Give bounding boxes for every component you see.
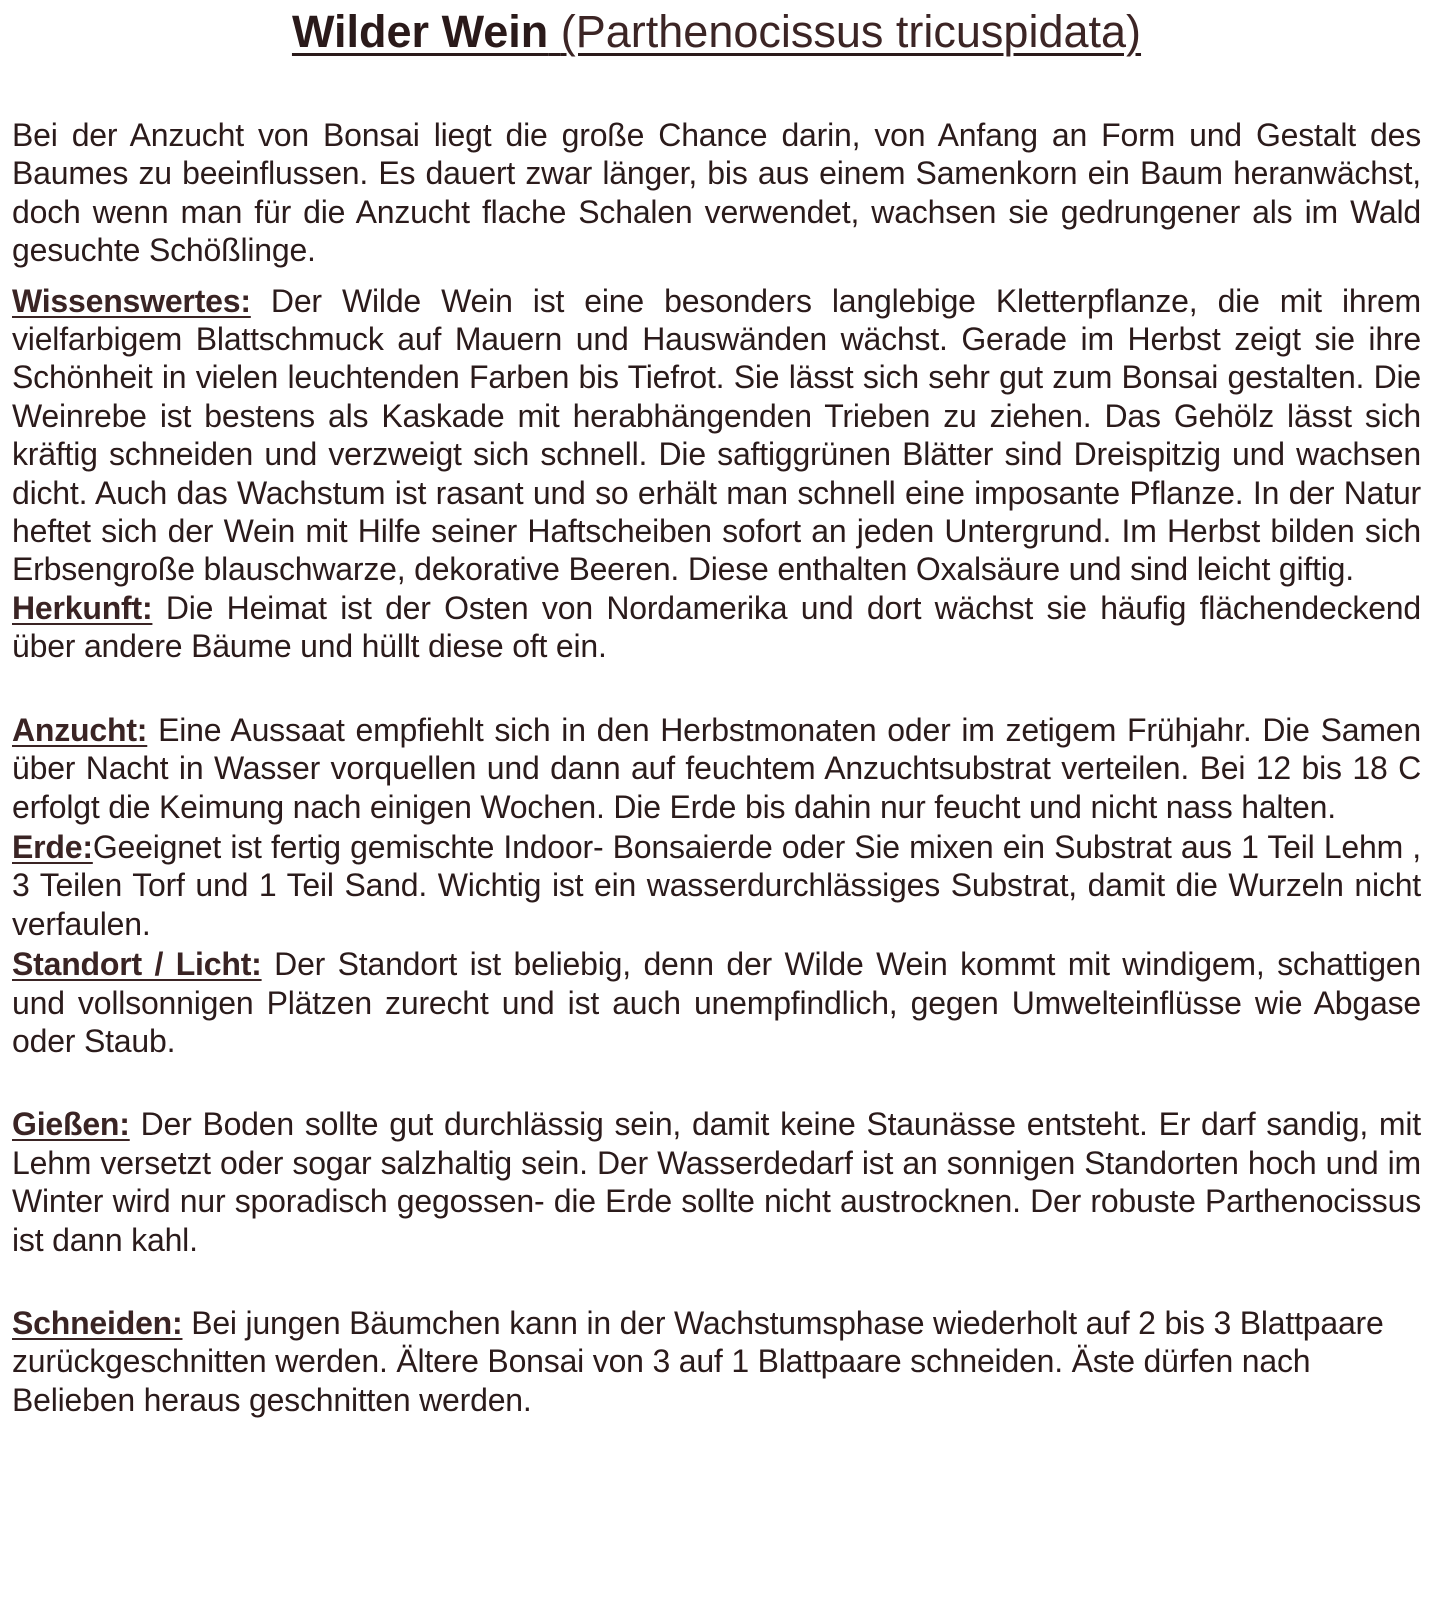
section-label-erde: Erde: [12,828,93,865]
section-wissenswertes [12,282,1421,589]
document-title [292,4,1141,60]
title-line [12,4,1421,64]
section-giessen [12,1105,1421,1259]
section-text-schneiden: Bei jungen Bäumchen kann in der Wachstumsphase wiederholt auf 2 bis 3 Blattpaare zurückgeschnitten werden. Ältere Bonsai von 3 auf 1 Blattpaare schneiden. Äste dürfen nach Belieben heraus geschnitten werden. [12,1304,1384,1418]
section-label-standort: Standort / Licht: [12,946,262,983]
section-label-schneiden: Schneiden: [12,1304,183,1341]
section-text-erde: Geeignet ist fertig gemischte Indoor- Bonsaierde oder Sie mixen ein Substrat aus 1 Teil Lehm , 3 Teilen Torf und 1 Teil Sand. Wichtig ist ein wasserdurchlässiges Substrat, damit die Wurzeln nicht verfaulen. [12,828,1421,942]
section-standort [12,945,1421,1060]
section-erde [12,828,1421,943]
section-anzucht [12,711,1421,826]
title-common-name: Wilder Wein [291,6,549,57]
section-label-wissenswertes: Wissenswertes: [12,282,251,319]
section-herkunft [12,589,1421,666]
section-text-standort: Der Standort ist beliebig, denn der Wilde Wein kommt mit windigem, schattigen und vollsonnigen Plätzen zurecht und ist auch unempfindlich, gegen Umwelteinflüsse wie Abgase oder Staub. [12,946,1421,1059]
intro-paragraph: Bei der Anzucht von Bonsai liegt die große Chance darin, von Anfang an Form und Gestalt des Baumes zu beeinflussen. Es dauert zwar länger, bis aus einem Samenkorn ein Baum heranwächst, doch wenn man für die Anzucht flache Schalen verwendet, wachsen sie gedrungener als im Wald gesuchte Schößlinge. [12,117,1421,269]
section-text-giessen: Der Boden sollte gut durchlässig sein, damit keine Staunässe entsteht. Er darf sandig, mit Lehm versetzt oder sogar salzhaltig sein. Der Wasserdedarf ist an sonnigen Standorten hoch und im Winter wird nur sporadisch gegossen- die Erde sollte nicht austrocknen. Der robuste Parthenocissus ist dann kahl. [12,1106,1421,1258]
section-text-herkunft: Die Heimat ist der Osten von Nordamerika und dort wächst sie häufig flächendeckend über andere Bäume und hüllt diese oft ein. [12,589,1421,665]
section-text-wissenswertes: Der Wilde Wein ist eine besonders langlebige Kletterpflanze, die mit ihrem vielfarbigem Blattschmuck auf Mauern und Hauswänden wächst. Gerade im Herbst zeigt sie ihre Schönheit in vielen leuchtenden Farben bis Tiefrot. Sie lässt sich sehr gut zum Bonsai gestalten. Die Weinrebe ist bestens als Kaskade mit herabhängenden Trieben zu ziehen. Das Gehölz lässt sich kräftig schneiden und verzweigt sich schnell. Die saftiggrünen Blätter sind Dreispitzig und wachsen dicht. Auch das Wachstum ist rasant und so erhält man schnell eine imposante Pflanze. In der Natur heftet sich der Wein mit Hilfe seiner Haftscheiben sofort an jeden Untergrund. Im Herbst bilden sich Erbsengroße blauschwarze, dekorative Beeren. Diese enthalten Oxalsäure und sind leicht giftig. [12,282,1421,588]
title-latin-name: (Parthenocissus tricuspidata) [560,6,1142,57]
section-text-anzucht: Eine Aussaat empfiehlt sich in den Herbstmonaten oder im zetigem Frühjahr. Die Samen über Nacht in Wasser vorquellen und dann auf feuchtem Anzuchtsubstrat verteilen. Bei 12 bis 18 C erfolgt die Keimung nach einigen Wochen. Die Erde bis dahin nur feucht und nicht nass halten. [12,711,1421,825]
section-label-anzucht: Anzucht: [12,711,148,748]
section-label-herkunft: Herkunft: [12,589,153,626]
section-label-giessen: Gießen: [12,1106,130,1143]
section-schneiden [12,1304,1421,1419]
